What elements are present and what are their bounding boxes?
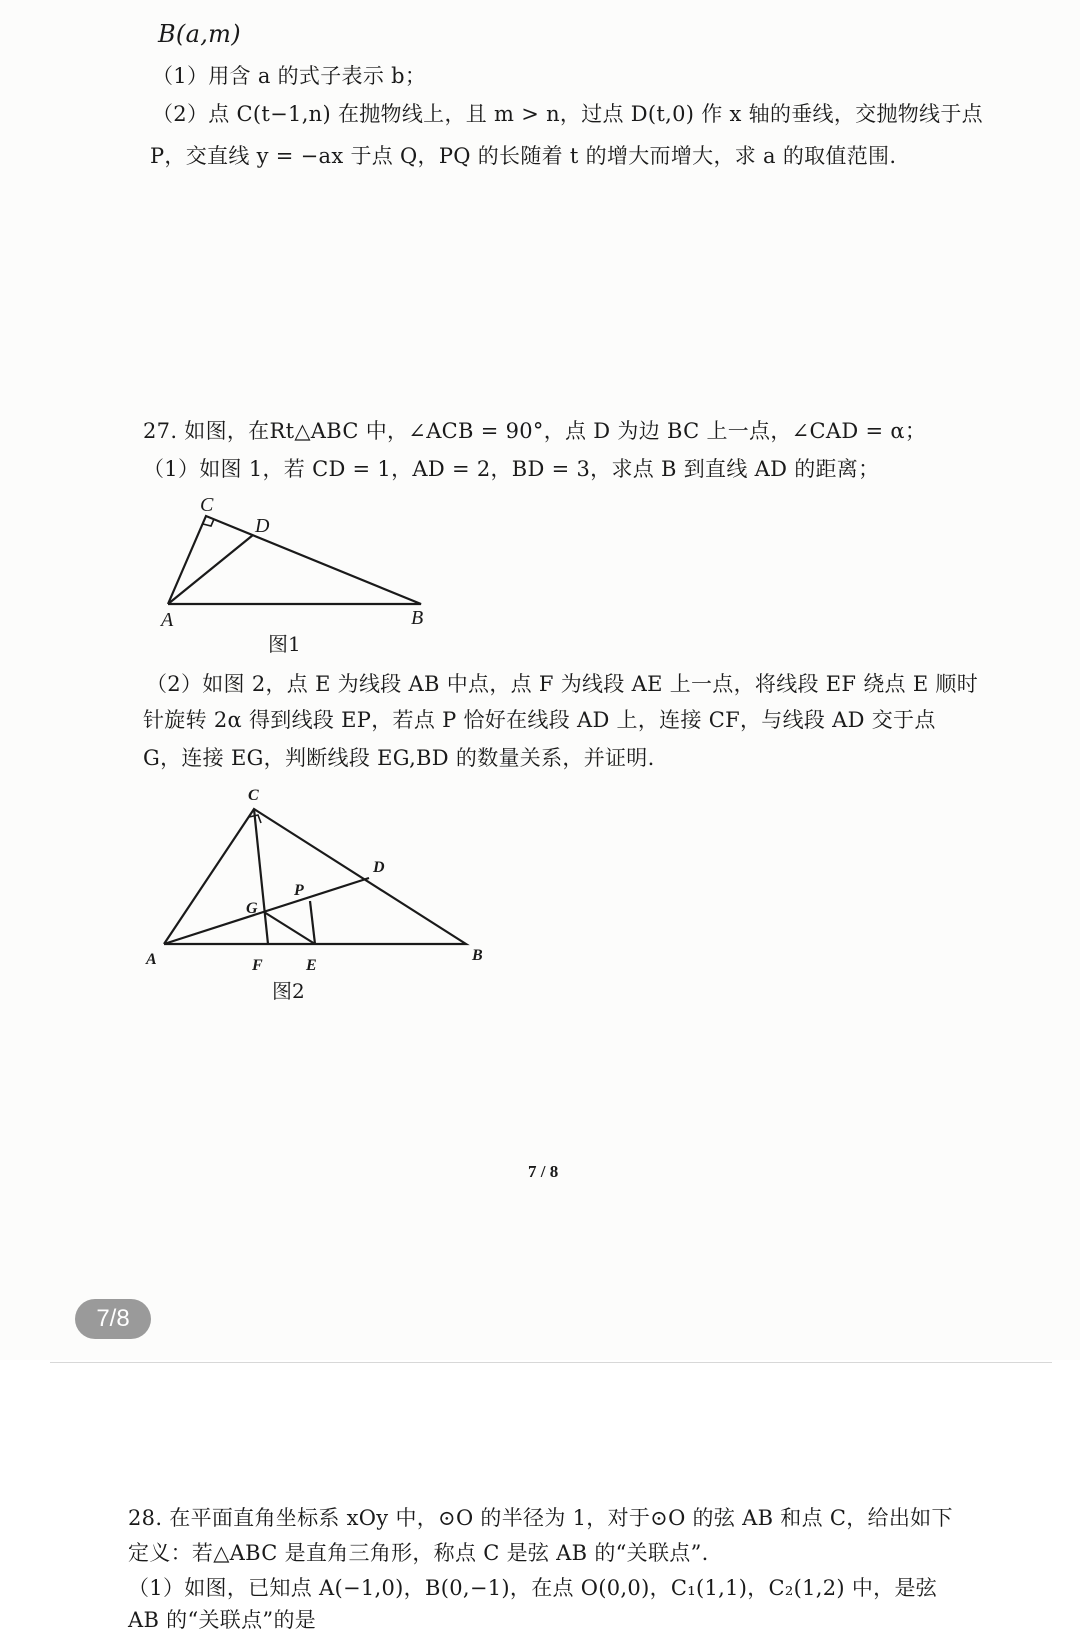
page-divider xyxy=(50,1362,1052,1363)
label-d: D xyxy=(255,515,270,537)
label-a: A xyxy=(146,951,157,968)
label-a: A xyxy=(161,609,174,628)
page-indicator-badge: 7/8 xyxy=(75,1299,151,1339)
figure-2-caption: 图2 xyxy=(272,979,305,1003)
segment-ad xyxy=(168,535,253,604)
problem27-part1: （1）如图 1，若 CD = 1，AD = 2，BD = 3，求点 B 到直线 AD 的距离； xyxy=(143,457,880,481)
figure-2 xyxy=(140,782,500,972)
figure-1 xyxy=(155,488,445,628)
triangle-abc-outline xyxy=(168,516,421,604)
problem27-part2-line2: 针旋转 2α 得到线段 EP，若点 P 恰好在线段 AD 上，连接 CF，与线段 AD 交于点 xyxy=(143,708,936,732)
problem28-line2: 定义：若△ABC 是直角三角形，称点 C 是弦 AB 的“关联点”. xyxy=(128,1541,709,1565)
triangle-abc-outline xyxy=(164,809,466,944)
problem28-line3: （1）如图，已知点 A(−1,0)，B(0,−1)，在点 O(0,0)，C₁(1,1)，C₂(1,2) 中，是弦 xyxy=(128,1576,938,1600)
label-e: E xyxy=(306,957,317,972)
problem27-stem: 27. 如图，在Rt△ABC 中，∠ACB = 90°，点 D 为边 BC 上一点，∠CAD = α； xyxy=(143,419,927,443)
q1-text: （1）用含 a 的式子表示 b； xyxy=(152,64,427,88)
segment-cf xyxy=(254,809,268,944)
page-number: 7 / 8 xyxy=(528,1162,559,1181)
segment-ep xyxy=(310,901,315,944)
q2-text-line2: P，交直线 y = −ax 于点 Q，PQ 的长随着 t 的增大而增大，求 a 的取值范围. xyxy=(150,144,897,168)
figure-1-caption: 图1 xyxy=(268,632,301,656)
label-b: B xyxy=(472,947,483,964)
segment-eg xyxy=(264,912,315,944)
problem27-part2-line1: （2）如图 2，点 E 为线段 AB 中点，点 F 为线段 AE 上一点，将线段 EF 绕点 E 顺时 xyxy=(146,672,979,696)
problem28-line1: 28. 在平面直角坐标系 xOy 中，⊙O 的半径为 1，对于⊙O 的弦 AB 和点 C，给出如下 xyxy=(128,1506,953,1530)
problem27-part2-line3: G，连接 EG，判断线段 EG,BD 的数量关系，并证明. xyxy=(143,746,655,770)
label-g: G xyxy=(246,900,258,917)
q2-text-line1: （2）点 C(t−1,n) 在抛物线上，且 m > n，过点 D(t,0) 作 x 轴的垂线，交抛物线于点 xyxy=(152,102,983,126)
problem28-line4: AB 的“关联点”的是 xyxy=(128,1608,317,1632)
label-c: C xyxy=(248,787,259,804)
label-p: P xyxy=(294,882,304,899)
label-d: D xyxy=(373,859,385,876)
label-c: C xyxy=(200,494,214,516)
label-f: F xyxy=(252,957,263,972)
label-b: B xyxy=(411,607,424,628)
point-b-line: B(a,m) xyxy=(158,20,241,48)
